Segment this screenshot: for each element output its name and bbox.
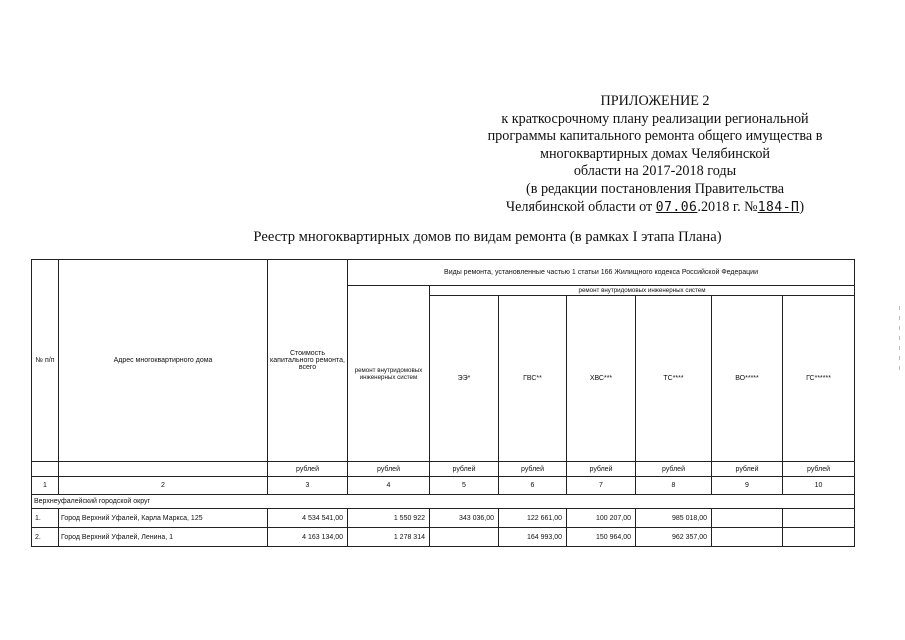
row-gs [783,509,855,528]
column-number: 4 [348,477,430,495]
unit-cell-empty [59,462,268,477]
row-internal: 1 278 314 [348,528,430,547]
column-number: 10 [783,477,855,495]
col-header-no: № п/п [32,260,59,462]
row-number: 2. [32,528,59,547]
row-address: Город Верхний Уфалей, Карла Маркса, 125 [59,509,268,528]
unit-cell: рублей [712,462,783,477]
row-total: 4 163 134,00 [268,528,348,547]
header-line-4: области на 2017-2018 годы [573,163,737,180]
column-number: 3 [268,477,348,495]
header-line-1: к краткосрочному плану реализации региональной [501,110,809,127]
unit-cell-empty [32,462,59,477]
row-vo [712,509,783,528]
row-gs [783,528,855,547]
unit-cell: рублей [430,462,499,477]
row-ts: 962 357,00 [636,528,712,547]
units-row [32,462,855,477]
column-number: 8 [636,477,712,495]
row-ee: 343 036,00 [430,509,499,528]
col-header-internal: ремонт внутридомовых инженерных систем [348,286,430,462]
subgroup-header-internal: ремонт внутридомовых инженерных систем [430,286,855,296]
header-line-6-mid: .2018 г. № [697,198,758,215]
col-header-gvs: ГВС** [499,296,567,462]
column-number: 9 [712,477,783,495]
unit-cell: рублей [783,462,855,477]
table-header-row-1 [32,260,855,286]
header-line-6 [475,199,835,217]
header-line-6-suffix: ) [799,198,805,215]
group-header-repair-types: Виды ремонта, установленные частью 1 статьи 166 Жилищного кодекса Российской Федерации [348,260,855,286]
row-hvs: 150 964,00 [567,528,636,547]
registry-title: Реестр многоквартирных домов по видам ремонта (в рамках I этапа Плана) [253,229,722,245]
row-internal: 1 550 922 [348,509,430,528]
column-number: 6 [499,477,567,495]
header-line-3: многоквартирных домах Челябинской [539,145,771,162]
row-total: 4 534 541,00 [268,509,348,528]
unit-cell: рублей [636,462,712,477]
col-header-address: Адрес многоквартирного дома [59,260,268,462]
col-header-ee: ЭЭ* [430,296,499,462]
header-line-2: программы капитального ремонта общего имущества в [487,128,823,145]
col-header-total: Стоимость капитального ремонта, всего [268,260,348,462]
row-address: Город Верхний Уфалей, Ленина, 1 [59,528,268,547]
row-ee [430,528,499,547]
scan-margin-marks [895,300,903,450]
row-number: 1. [32,509,59,528]
handwritten-date: 07.06 [655,199,698,215]
header-line-5: (в редакции постановления Правительства [525,180,785,197]
document-header [475,93,835,216]
table-row [32,509,855,528]
header-line-6-prefix: Челябинской области от [505,198,656,215]
column-numbers-row [32,477,855,495]
section-label: Верхнеуфалейский городской округ [32,495,855,509]
unit-cell: рублей [348,462,430,477]
column-number: 2 [59,477,268,495]
column-number: 5 [430,477,499,495]
unit-cell: рублей [268,462,348,477]
col-header-hvs: ХВС*** [567,296,636,462]
registry-table [31,259,855,547]
section-row [32,495,855,509]
table-row [32,528,855,547]
row-hvs: 100 207,00 [567,509,636,528]
row-gvs: 164 993,00 [499,528,567,547]
unit-cell: рублей [567,462,636,477]
column-number: 1 [32,477,59,495]
handwritten-number: 184-П [757,199,800,215]
row-vo [712,528,783,547]
appendix-title: ПРИЛОЖЕНИЕ 2 [600,93,710,109]
col-header-ts: ТС**** [636,296,712,462]
unit-cell: рублей [499,462,567,477]
col-header-gs: ГС****** [783,296,855,462]
column-number: 7 [567,477,636,495]
row-gvs: 122 661,00 [499,509,567,528]
row-ts: 985 018,00 [636,509,712,528]
col-header-vo: ВО***** [712,296,783,462]
